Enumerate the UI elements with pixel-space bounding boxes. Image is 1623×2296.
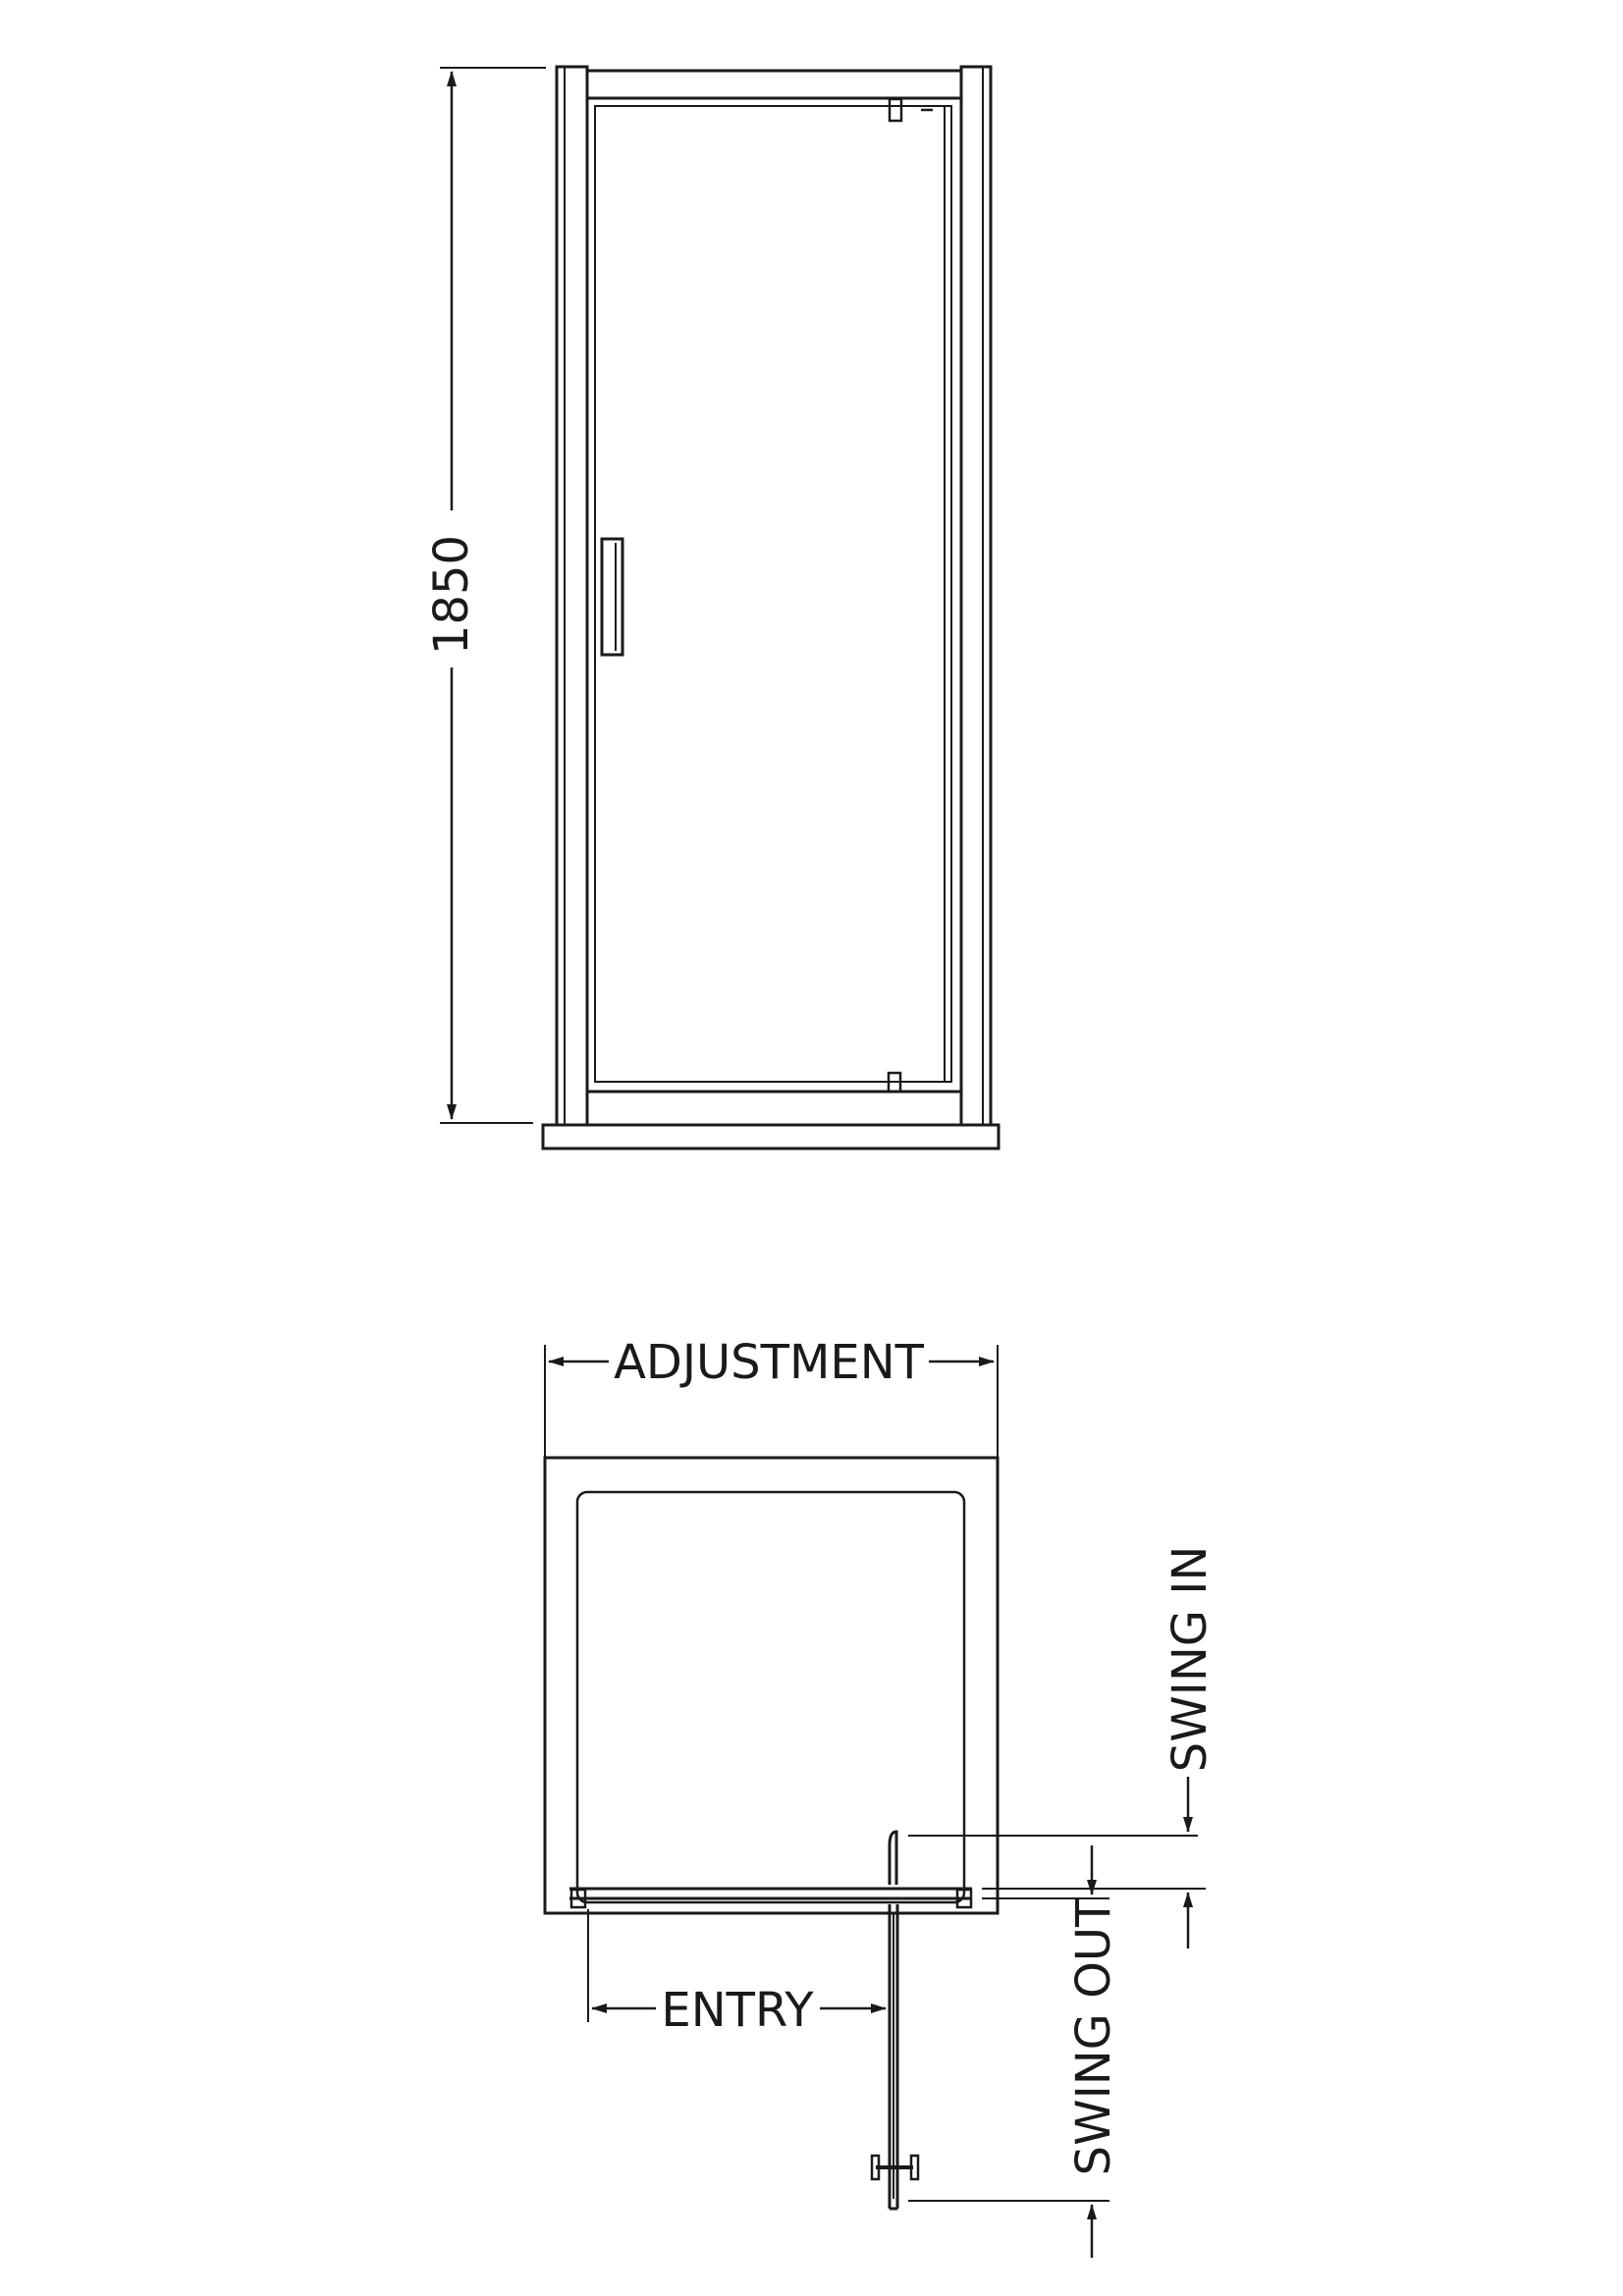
shower-tray-inner: [577, 1492, 964, 1902]
entry-label: ENTRY: [661, 1983, 814, 2038]
height-label: 1850: [424, 534, 479, 656]
door-swing-in-panel: [890, 1832, 1198, 1885]
shower-tray-outer: [545, 1458, 998, 1913]
top-pivot-hinge: [890, 99, 933, 121]
swing-out-dimension: [908, 1845, 1121, 2258]
door-handle-plan: [872, 2156, 918, 2179]
door-swing-out-panel: [890, 1904, 897, 2209]
swing-out-label: SWING OUT: [1066, 1897, 1121, 2176]
swing-in-dimension: [982, 1546, 1217, 1949]
front-elevation: [424, 67, 999, 1148]
swing-in-label: SWING IN: [1163, 1545, 1217, 1773]
left-wall-profile: [557, 67, 587, 1125]
door-rail-plan: [569, 1889, 972, 1907]
shower-tray-elevation: [543, 1125, 999, 1148]
entry-dimension: [588, 1909, 886, 2038]
pivot-door-frame: [587, 98, 961, 1092]
height-dimension: [424, 68, 546, 1123]
door-handle: [602, 539, 622, 655]
adjustment-label: ADJUSTMENT: [614, 1335, 924, 1390]
plan-view: [545, 1335, 1217, 2258]
right-wall-profile: [961, 67, 991, 1125]
adjustment-dimension: [545, 1335, 998, 1458]
